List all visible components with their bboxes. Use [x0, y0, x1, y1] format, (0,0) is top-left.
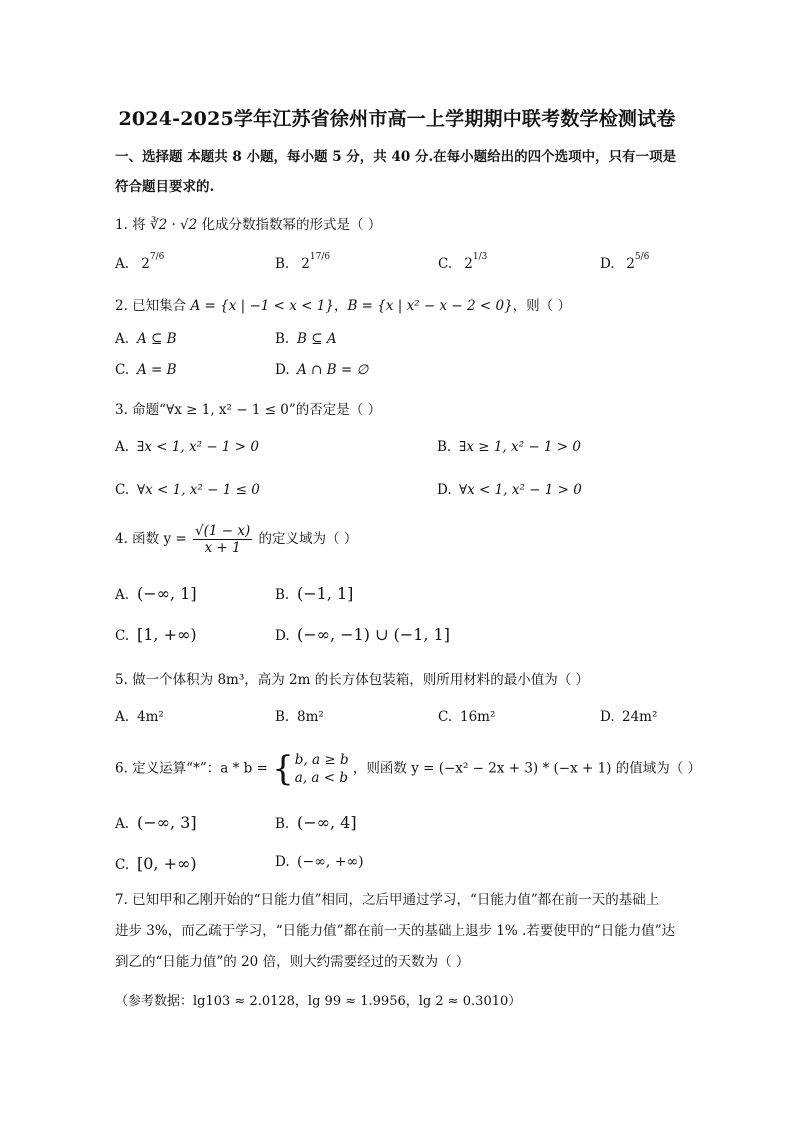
set-a-definition: A = {x | −1 < x < 1} [190, 298, 334, 314]
q1-option-d: D. $2^{5/6}$ [600, 252, 650, 272]
q2-option-b: B. B ⊆ A [275, 331, 337, 347]
section-instructions-line2: 符合题目要求的. [115, 179, 215, 195]
q6-option-d: D. (−∞, +∞) [275, 854, 364, 870]
q4-option-b: B. (−1, 1] [275, 584, 354, 603]
question-7-line2: 进步 3%，而乙疏于学习，“日能力值”都在前一天的基础上退步 1% .若要使甲的“日能力值”达 [115, 923, 676, 939]
q1-option-a: A. $2^{7/6}$ [115, 252, 165, 272]
question-6: 6. 定义运算“*”：a * b = { b, a ≥ b a, a < b ，则函数 y = (−x² − 2x + 3) * (−x + 1) 的值域为（ ） [115, 749, 702, 789]
domain-fraction: $\frac{√(1 - x)}{x + 1}$ [195, 523, 251, 556]
q5-option-a: A. 4m² [115, 709, 164, 725]
question-4: 4. 函数 y = $\frac{√(1 - x)}{x + 1}$ 的定义域为（ ） [115, 523, 358, 556]
reference-data: （参考数据：lg103 ≈ 2.0128，lg 99 ≈ 1.9956，lg 2 ≈ 0.3010） [115, 994, 522, 1009]
q2-option-a: A. A ⊆ B [115, 331, 177, 347]
question-5: 5. 做一个体积为 8m³，高为 2m 的长方体包装箱，则所用材料的最小值为（ ） [115, 672, 590, 688]
q3-option-c: C. ∀x < 1, x² − 1 ≤ 0 [115, 482, 260, 498]
question-1-prefix: 1. 将 [115, 217, 146, 233]
question-1-expr: ∛2 · √2 [149, 217, 198, 233]
q5-option-b: B. 8m² [275, 709, 324, 725]
set-b-definition: B = {x | x² − x − 2 < 0} [347, 298, 513, 314]
question-7-line1: 7. 已知甲和乙刚开始的“日能力值”相同，之后甲通过学习，“日能力值”都在前一天的基础上 [115, 892, 660, 908]
question-1 [115, 213, 381, 233]
q3-option-d: D. ∀x < 1, x² − 1 > 0 [437, 482, 582, 498]
question-7 [115, 885, 683, 978]
question-3: 3. 命题“∀x ≥ 1, x² − 1 ≤ 0”的否定是（ ） [115, 402, 382, 418]
q1-option-b: B. $2^{17/6}$ [275, 252, 331, 272]
q5-option-c: C. 16m² [438, 709, 496, 725]
q4-option-d: D. (−∞, −1) ∪ (−1, 1] [275, 625, 450, 644]
q1-option-c: C. $2^{1/3}$ [438, 252, 488, 272]
q3-option-a: A. ∃x < 1, x² − 1 > 0 [115, 439, 259, 455]
q2-option-d: D. A ∩ B = ∅ [275, 362, 369, 378]
section-instructions-line1: 一、选择题 本题共 8 小题，每小题 5 分，共 40 分.在每小题给出的四个选项中，只有一项是 [115, 149, 677, 165]
q6-option-b: B. (−∞, 4] [275, 813, 357, 832]
question-7-line3: 到乙的“日能力值”的 20 倍，则大约需要经过的天数为（ ） [115, 954, 470, 970]
q2-option-c: C. A = B [115, 362, 177, 378]
page-title: 2024-2025学年江苏省徐州市高一上学期期中联考数学检测试卷 [118, 108, 676, 130]
q6-option-c: C. [0, +∞) [115, 854, 197, 873]
question-1-suffix: 化成分数指数幂的形式是（ ） [201, 217, 382, 233]
question-2: 2. 已知集合 A = {x | −1 < x < 1}，B = {x | x² − x − 2 < 0}，则（ ） [115, 298, 571, 314]
piecewise-definition: { b, a ≥ b a, a < b [272, 749, 349, 789]
section-header [115, 142, 685, 202]
q6-option-a: A. (−∞, 3] [115, 813, 197, 832]
q4-option-a: A. (−∞, 1] [115, 584, 197, 603]
q3-option-b: B. ∃x ≥ 1, x² − 1 > 0 [437, 439, 581, 455]
q5-option-d: D. 24m² [600, 709, 658, 725]
q4-option-c: C. [1, +∞) [115, 625, 197, 644]
